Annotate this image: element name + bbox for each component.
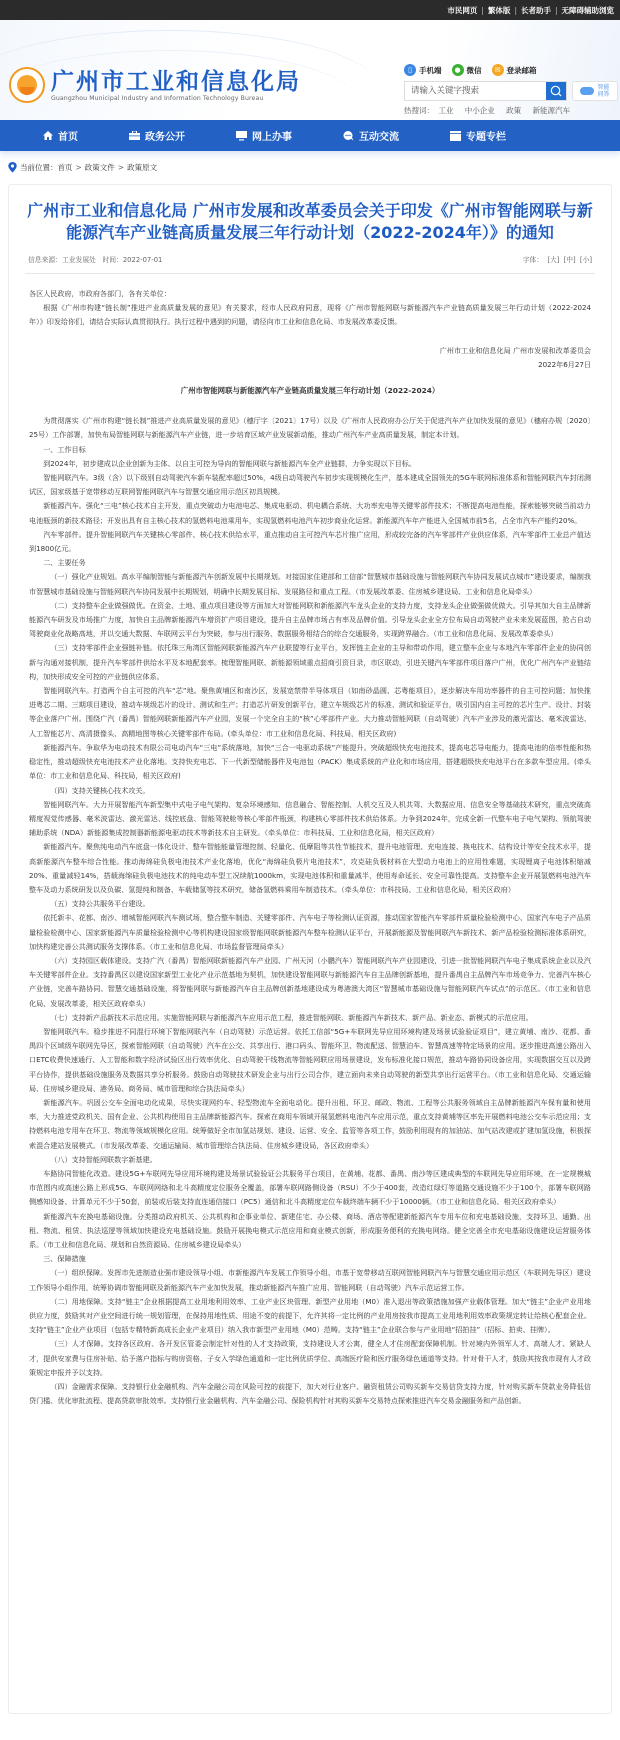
plan-paragraph: （七）支持新产品新技术示范应用。实施智能网联与新能源汽车应用示范工程，推进智能网联、新能源汽车新技术、新产品、新业态、新模式的示范应用。 <box>50 1012 533 1022</box>
nav-item-online-services[interactable]: 网上办事 <box>236 128 292 143</box>
plan-paragraph: 新能源汽车。强化“三电”核心技术自主开发，重点突破动力电池电芯、集成电驱动、机电耦合系统、大功率充电等关键零部件技术；不断提高电池性能，探索能够突破当前动力电池瓶颈的新技术路径；开发出具有自主核心技术的氢燃料电池乘用车，实现氢燃料电池汽车初步商业化运营。新能源汽车年产能进入全国城市前5名，占全市汽车产能约20%。 <box>29 501 591 525</box>
plan-paragraph: 新能源汽车。聚焦纯电动汽车底盘一体化设计、整车智能能量管理控制、轻量化、低摩阻等共性节能技术，提升电池管理、充电连接、换电技术、结构设计等安全技术水平，提高新能源汽车整车综合性能。推动海绵硅负极电池技术产业化落地，优化“海绵硅负极片电池技术”，攻克硅负极材料在大型动力电池上的应用性难题，实现锂离子电池体积缩减20%、重量减轻14%，搭载海绵硅负极电池技术的纯电动车型工况续航1000km，实现电池体积和重量减半，使用寿命延长、安全可靠性提高。支持整车企业开展氢燃料电池汽车整车及动力系统研发以及负碳、氢提纯和制备、车载储氢等技术研究，储备氢燃料乘用车制造技术。（牵头单位：市科技局、工业和信息化局，相关区政府） <box>29 842 591 894</box>
quick-links <box>404 64 547 76</box>
site-logo[interactable] <box>9 67 301 103</box>
divider: | <box>514 5 517 15</box>
mail-icon: ✉ <box>492 64 504 76</box>
signers: 广州市工业和信息化局 广州市发展和改革委员会 <box>439 345 591 355</box>
font-size-label: 字体： <box>522 256 544 264</box>
breadcrumb-policy-original[interactable]: 政策原文 <box>127 163 158 172</box>
nav-item-gov-affairs[interactable]: 政务公开 <box>129 128 185 143</box>
site-header <box>0 20 620 120</box>
article-title: 广州市工业和信息化局 广州市发展和改革委员会关于印发《广州市智能网联与新能源汽车产业链高质量发展三年行动计划（2022-2024年）》的通知 <box>27 201 593 242</box>
hot-search-words <box>404 105 579 116</box>
intro-paragraph: 根据《广州市构建“链长制”推进产业高质量发展的意见》有关要求，经市人民政府同意，现将《广州市智能网联与新能源汽车产业链高质量发展三年行动计划（2022-2024年）》印发给你们，请结合实际认真贯彻执行。执行过程中遇到的问题，请径向市工业和信息化局、市发展改革委反馈。 <box>29 303 591 327</box>
plan-paragraph: 智能网联汽车。打造两个自主可控的汽车“芯”地。聚焦黄埔区和南沙区，发展宽禁带半导体项目（如南砂晶圆、芯粤能项目），逐步解决车用功率器件的自主可控问题；加快推进粤芯二期、三期项目建设，推动车规级芯片的设计、测试和生产；打造芯片研发创新平台，建立车规级芯片的标准、测试和验证平台，吸引国内自主可控的芯片生产、设计、封装等企业落户广州。围绕广汽（番禺）智能网联新能源汽车产业园，发展一个完全自主的“核”心零部件产业。大力推动智能网联（自动驾驶）汽车产业涉及的激光雷达、毫米波雷达、人工智能芯片、高清摄像头、高精地图等核心关键零部件布局。(牵头单位：市工业和信息化局、科技局，相关区政府) <box>29 686 591 738</box>
plan-paragraph: 汽车零部件。提升智能网联汽车关键核心零部件、核心技术供给水平，重点推动自主可控汽车芯片推广应用，形成较完备的汽车零部件产业供应体系，汽车零部件工业总产值达到1800亿元。 <box>29 529 591 554</box>
nav-item-special-topics[interactable]: 专题专栏 <box>450 128 506 143</box>
breadcrumb-separator: > <box>117 163 125 172</box>
plan-paragraph: 二、主要任务 <box>43 558 86 568</box>
plan-paragraph: 新能源汽车。巩固公交车全面电动化成果，尽快实现网约车、轻型物流车全面电动化。提升出租、环卫、邮政、物流、工程等公共服务领域自主品牌新能源汽车保有量和使用率，大力推进党政机关、国有企业、公共机构使用自主品牌新能源汽车。探索在商用车领域开展氢燃料电池汽车应用示范，重点支持黄埔等区率先开展燃料电池公交车示范应用；支持燃料电池专用车在环卫、物流等领域规模化应用。统筹做好全市加氢站规划、建设、运营、安全、监管等各项工作，鼓励利用现有的加油站、加气站改建或扩建加氢设施，积极探索混合建站发展模式。（市发展改革委、交通运输局、城市管理综合执法局、住房城乡建设局，各区政府牵头） <box>29 1097 591 1150</box>
robot-icon <box>580 87 594 95</box>
plan-paragraph: （六）支持园区载体建设。支持广汽（番禺）智能网联新能源汽车产业园、广州天河（小鹏汽车）智能网联汽车产业园建设，引进一批智能网联汽车电子集成系统企业以及汽车关键零部件企业。支持番禺区以建设国家新型工业化产业示范基地为契机，加快建设智能网联与新能源汽车自主品牌创新基地，提升番禺自主品牌汽车市场竞争力、完善汽车核心产业链，完善车路协同、智慧交通基础设施，将智能网联与新能源汽车自主品牌创新基地建设成为粤港澳大湾区“智慧城市基础设施与智能网联汽车试点”的示范区。（市工业和信息化局、发展改革委，相关区政府牵头） <box>29 955 591 1008</box>
top-utility-bar <box>0 0 620 20</box>
plan-paragraph: 为贯彻落实《广州市构建“链长制”推进产业高质量发展的意见》（穗厅字〔2021〕17号）以及《广州市人民政府办公厅关于促进汽车产业加快发展的意见》（穗府办规〔2020〕25号）工作部署，加快布局智能网联与新能源汽车产业链，进一步培育区域产业发展新动能，推动广州汽车产业高质量发展，制定本计划。 <box>29 416 591 440</box>
wechat-link[interactable]: ● 微信 <box>452 64 482 76</box>
breadcrumb-separator: > <box>75 163 82 172</box>
citizen-web-link[interactable]: 市民网页 <box>447 5 478 15</box>
home-icon <box>42 131 53 141</box>
wechat-icon: ● <box>452 64 464 76</box>
search-icon <box>550 85 562 97</box>
plan-title: 广州市智能网联与新能源汽车产业链高质量发展三年行动计划（2022-2024） <box>180 386 440 396</box>
breadcrumb-label: 当前位置： <box>20 163 58 172</box>
article-container <box>8 184 612 1714</box>
breadcrumb-home[interactable]: 首页 <box>57 163 73 172</box>
divider: | <box>554 5 558 15</box>
plan-paragraph: （一）强化产业规划。高水平编制智能与新能源汽车创新发展中长期规划。对接国家住建部和工信部“智慧城市基础设施与智能网联汽车协同发展试点城市”建设要求，编制我市智慧城市基础设施与智能网联汽车协同发展中长期规划，明确中长期发展目标、发展路径和重点工程。（市发展改革委、住房城乡建设局、工业和信息化局牵头） <box>29 572 591 596</box>
plan-paragraph: 到2024年，初步建成以企业创新为主体、以自主可控为导向的智能网联与新能源汽车全产业链群，力争实现以下目标。 <box>43 458 416 468</box>
hot-word[interactable]: 政策 <box>506 106 522 115</box>
plan-paragraph: （四）支持关键核心技术攻关。 <box>50 785 150 795</box>
article-body <box>25 287 595 1408</box>
accessibility-link[interactable]: 无障碍辅助浏览 <box>561 5 614 15</box>
search-input[interactable] <box>405 82 546 100</box>
sign-date: 2022年6月27日 <box>538 359 591 369</box>
mobile-icon: ▯ <box>404 64 416 76</box>
plan-paragraph: （五）支持公共服务平台建设。 <box>50 899 150 909</box>
plan-paragraph: （二）支持整车企业做强做优。在资金、土地、重点项目建设等方面加大对智能网联和新能源汽车龙头企业的支持力度，支持龙头企业做强做优做大。引导其加大自主品牌新能源汽车研发及市场推广力度，加快自主品牌新能源汽车增资扩产项目建设，提升自主品牌市场占有率及品牌价值。引导龙头企业全方位布局自动驾驶产业未来发展蓝图，抢占自动驾驶商业化战略高地，并以交通大数据、车联网云平台为突破，参与出行服务、数据服务相结合的综合交通服务，实现跨界融合。（市工业和信息化局、发展改革委牵头） <box>29 600 591 639</box>
plan-paragraph: （三）人才保障。支持各区政府、各开发区管委会制定针对性的人才支持政策，支持建设人才公寓，健全人才住房配套保障机制。针对境内外领军人才、高端人才、紧缺人才，提供安家费与住房补贴、给予落户指标与购房资格、子女入学绿色通道和一定比例优质学位、高端医疗险和医疗服务绿色通道等支持。针对骨干人才，鼓励其按我市现有人才政策规定申报并予以支持。 <box>29 1339 591 1377</box>
plan-paragraph: 新能源汽车充换电基础设施。分类推动政府机关、公共机构和企事业单位、新建住宅、办公楼、商场、酒店等配建新能源汽车专用车位和充电基础设施，支持环卫、通勤、出租、物流、租赁、执法巡逻等领域加快建设充电基础设施。鼓励开展换电模式示范应用和商业模式创新，形成服务便利的充换电网络。健全完善全市充电基础设施建设运营服务体系。（市工业和信息化局、规划和自然资源局、住房城乡建设局牵头） <box>29 1211 591 1249</box>
location-pin-icon <box>8 162 17 173</box>
plan-paragraph: 车路协同智能化改造。建设5G+车联网先导应用环境构建及场景试验验证公共服务平台项目，在黄埔、花都、番禺、南沙等区建成典型的车联网先导应用环境，在一定规模城市范围内或高速公路上形成5G、车联网网络和北斗高精度定位服务全覆盖，部署车联网路侧设备（RSU）不少于400套，改造红绿灯等道路交通设施不少于100个，部署车联网路侧感知设备、计算单元不少于50套，前装或后装支持直连通信接口（PC5）通信和北斗高精度定位车载终端车辆不少于10000辆。（市工业和信息化局、相关区政府牵头） <box>29 1168 591 1207</box>
article-meta <box>25 254 595 274</box>
traditional-chinese-link[interactable]: 繁体版 <box>487 5 511 15</box>
plan-paragraph: （三）支持零部件企业强链补链。依托珠三角湾区智能网联新能源汽车产业联盟等行业平台，发挥链主企业的主导和带动作用，建立整车企业与本地汽车零部件企业的协同创新与沟通对接机制，提升汽车零部件供给水平及本地配套率。梳理智能网联、新能源领域重点招商引资目录，市区联动，引进关键汽车零部件项目落户广州，优化广州汽车产业链结构，加快形成安全可控的产业链供应体系。 <box>29 643 591 681</box>
article-source: 信息来源：工业发展处 <box>28 256 96 264</box>
chat-icon <box>343 131 354 141</box>
font-size-medium[interactable]: [中] <box>563 256 576 264</box>
smart-qa-button[interactable]: 智能 问答 <box>572 81 618 101</box>
monitor-icon <box>236 131 247 141</box>
hot-search-label: 热搜词： <box>404 106 434 115</box>
briefcase-icon <box>129 131 140 141</box>
plan-paragraph: 三、保障措施 <box>43 1254 86 1264</box>
plan-paragraph: 智能网联汽车。3级（含）以下级别自动驾驶汽车新车装配率超过50%，4级自动驾驶汽车初步实现规模化生产，基本建成全国领先的5G车联网标准体系和智能网联汽车封闭测试区，国家级基于宽带移动互联网智能网联汽车与智慧交通应用示范区初具规模。 <box>29 473 591 497</box>
mobile-link[interactable]: ▯ 手机端 <box>404 64 442 76</box>
font-size-large[interactable]: [大] <box>547 256 560 264</box>
search-button[interactable] <box>546 82 566 100</box>
plan-paragraph: 依托新丰、花都、南沙、增城智能网联汽车测试场，整合整车制造、关键零部件、汽车电子等检测认证资源，推动国家智能汽车零部件质量检验检测中心、国家汽车电子产品质量检验检测中心、国家新能源汽车质量检验检测中心等机构建设国家级智能网联新能源汽车整车检测认证平台，开展新能源及智能网联汽车新技术、新产品检验检测标准体系研究，加快构建完善公共测试服务支撑体系。（市工业和信息化局、市场监督管理局牵头） <box>29 913 591 951</box>
logo-subtitle: Guangzhou Municipal Industry and Information Technology Bureau <box>51 94 264 102</box>
plan-paragraph: （四）金融需求保障。支持银行业金融机构、汽车金融公司在风险可控的前提下，加大对行业客户、融资租赁公司购买新车交易信贷支持力度，针对购买新车贷款业务降低信贷门槛、优化审批流程、提高贷款审批效率。支持银行业金融机构、汽车金融公司、保险机构针对其购买新车交易特点探索推进汽车交易金融服务和产品创新。 <box>29 1382 591 1406</box>
plan-paragraph: （八）支持智能网联数字新基建。 <box>50 1154 157 1164</box>
logo-title: 广州市工业和信息化局 <box>51 68 301 95</box>
plan-paragraph: 智能网联汽车。大力开展智能汽车新型集中式电子电气架构、复杂环境感知、信息融合、智能控制、人机交互及人机共驾、大数据应用、信息安全等基础技术研究，重点突破高精度视觉传感器、毫米波雷达、激光雷达、线控底盘、智能驾驶舱等核心零部件瓶颈，构建核心零部件技术供给体系。力争到2024年，完成全新一代整车电子电气架构、领航驾驶辅助系统（NDA）新能源集成控制器新能源电驱动技术等新技术自主研发。（牵头单位：市科技局、工业和信息化局，相关区政府） <box>29 799 591 838</box>
plan-paragraph: 智能网联汽车。稳步推进不同混行环境下智能网联汽车（自动驾驶）示范运营。依托工信部“5G+车联网先导应用环境构建及场景试验验证项目”，建立黄埔、南沙、花都、番禺四个区域级车联网先导区，探索智能网联（自动驾驶）汽车在公交、共享出行、港口码头、智能环卫、物流配送、智慧泊车、智慧高速等特定场景的应用。逐步推进高速公路出入口ETC收费快速通行、人工智能和数字经济试验区出行效率优化、自动驾驶干线物流等智能网联应用场景建设，发布标准化接口规范，推动车路协同设备应用，实现数据交互以及跨平台协作，提供基础设施服务及数据共享分析服务。鼓励自动驾驶技术研发企业与出行公司合作，建立面向未来自动驾驶的新型共享出行运营平台。（市工业和信息化局、交通运输局、住房城乡建设局、港务局、商务局、城市管理和综合执法局牵头） <box>29 1026 591 1093</box>
plan-paragraphs <box>29 414 591 1408</box>
plan-paragraph: （一）组织保障。发挥市先进制造业强市建设领导小组、市新能源汽车发展工作领导小组、市基于宽带移动互联网智能网联汽车与智慧交通应用示范区（车联网先导区）建设工作领导小组作用，统筹协调市智能网联及新能源汽车产业加快发展，推动新能源汽车推广应用、智能网联（自动驾驶）汽车示范运营工作。 <box>29 1268 591 1292</box>
search-box <box>404 81 567 101</box>
mail-link[interactable]: ✉ 登录邮箱 <box>492 64 537 76</box>
font-size-switcher <box>523 254 592 264</box>
plan-paragraph: 新能源汽车。争取华为电动技术有限公司电动汽车“三电”系统落地，加快“三合一电驱动系统”产能提升。突破超级快充电池技术，提高电芯导电能力，提高电池的倍率性能和热稳定性，推动超级快充电池技术产业化落地。支持快充电芯、下一代新型储能器件及电池包（PACK）集成系统的产业化和市场应用，搭建超级快充电池平台在多款车型应用。(牵头单位：市工业和信息化局、科技局，相关区政府) <box>29 742 591 781</box>
window-icon <box>450 131 461 141</box>
font-size-small[interactable]: [小] <box>579 256 592 264</box>
hot-word[interactable]: 新能源汽车 <box>532 106 571 115</box>
elderly-assistant-link[interactable]: 长者助手 <box>520 5 551 15</box>
emblem-icon <box>9 67 45 103</box>
article-date: 时间：2022-07-01 <box>102 256 163 264</box>
breadcrumb-policy-files[interactable]: 政策文件 <box>84 163 115 172</box>
plan-paragraph: （二）用地保障。支持“链主”企业根据提高工业用地利用效率、工业产业区块管理、新型产业用地（M0）准入退出等政策措施加强产业载体管理。加大“链主”企业产业用地供应力度，鼓励其对产业空间进行统一规划管理，在保持用地性质、用途不变的前提下，允许其将一定比例的产业用房按我市提高工业用地利用效率政策规定转让给核心配套企业。支持“链主”企业产业项目（包括专精特新高成长企业产业项目）纳入我市新型产业用地（M0）范畴。支持“链主”企业联合参与产业用地“招拍挂”（招标、拍卖、挂牌）。 <box>29 1296 591 1335</box>
nav-item-home[interactable]: 首页 <box>42 128 78 143</box>
salutation: 各区人民政府，市政府各部门，各有关单位： <box>29 289 171 298</box>
main-nav <box>0 120 620 151</box>
plan-paragraph: 一、工作目标 <box>43 444 86 454</box>
hot-word[interactable]: 工业 <box>438 106 454 115</box>
breadcrumb <box>0 151 620 184</box>
nav-item-interaction[interactable]: 互动交流 <box>343 128 399 143</box>
hot-word[interactable]: 中小企业 <box>464 106 495 115</box>
divider: | <box>481 5 484 15</box>
